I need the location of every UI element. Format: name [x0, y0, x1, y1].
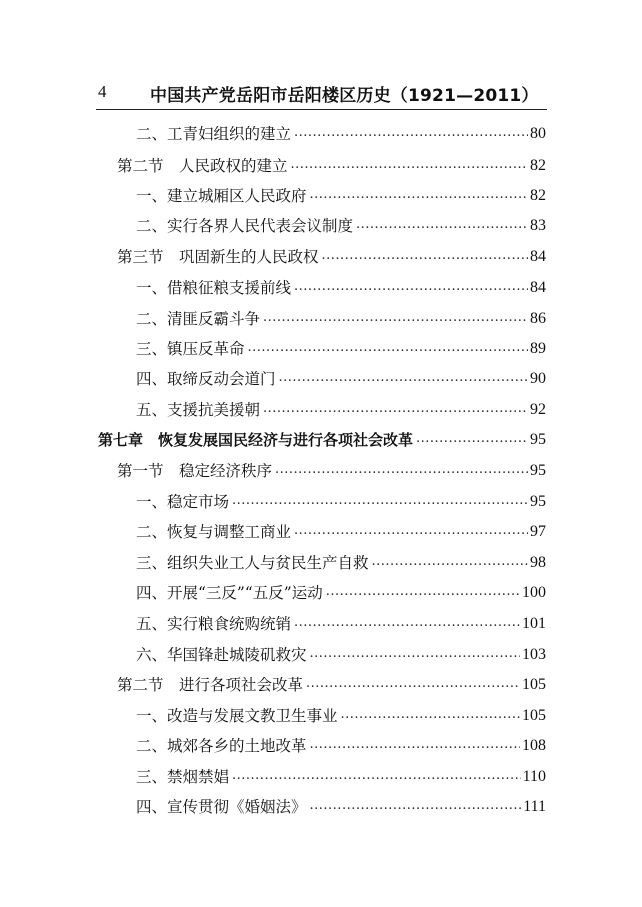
toc-entry-title: 一、借粮征粮支援前线: [136, 279, 292, 297]
toc-entry[interactable]: [136, 213, 546, 237]
toc-entry-title: 五、支援抗美援朝: [136, 401, 261, 419]
toc-entry-page: 105: [522, 707, 546, 724]
dot-leader: [263, 399, 528, 421]
dot-leader: [326, 582, 520, 604]
toc-entry-page: 84: [530, 248, 546, 265]
page-number: 4: [98, 82, 107, 101]
toc-entry-title: 第七章 恢复发展国民经济与进行各项社会改革: [98, 431, 414, 449]
dot-leader: [294, 613, 520, 635]
toc-entry-title: 第二节 人民政权的建立: [117, 157, 288, 175]
toc-entry-title: 三、镇压反革命: [136, 340, 245, 358]
header-rule: [96, 109, 547, 110]
toc-entry-page: 95: [530, 431, 546, 448]
toc-entry-page: 89: [530, 340, 546, 357]
toc-entry-page: 100: [522, 584, 546, 601]
dot-leader: [294, 521, 528, 543]
toc-entry[interactable]: [136, 580, 546, 604]
dot-leader: [294, 277, 528, 299]
toc-entry[interactable]: [136, 397, 546, 421]
dot-leader: [310, 796, 522, 818]
toc-entry-page: 111: [523, 798, 546, 815]
toc-entry-page: 95: [530, 462, 546, 479]
toc-entry[interactable]: [136, 703, 546, 727]
toc-entry[interactable]: [136, 489, 546, 513]
dot-leader: [322, 246, 528, 268]
dot-leader: [310, 735, 520, 757]
toc-entry-title: 第一节 稳定经济秩序: [117, 462, 273, 480]
toc-entry-page: 92: [530, 401, 546, 418]
toc-entry-page: 110: [522, 768, 546, 785]
toc-entry-page: 105: [522, 676, 546, 693]
toc-entry-title: 二、实行各界人民代表会议制度: [136, 217, 354, 235]
toc-entry-title: 三、组织失业工人与贫民生产自救: [136, 554, 369, 572]
toc-entry[interactable]: [136, 642, 546, 666]
toc-entry-page: 98: [530, 554, 546, 571]
toc-chapter-entry[interactable]: [98, 427, 546, 451]
dot-leader: [248, 338, 528, 360]
dot-leader: [232, 491, 528, 513]
toc-entry[interactable]: [136, 550, 546, 574]
toc-entry[interactable]: [136, 336, 546, 360]
dot-leader: [232, 766, 521, 788]
toc-entry-title: 二、城郊各乡的土地改革: [136, 737, 307, 755]
dot-leader: [306, 674, 520, 696]
toc-entry[interactable]: [136, 519, 546, 543]
toc-entry-page: 80: [530, 125, 546, 142]
toc-entry-title: 一、稳定市场: [136, 493, 230, 511]
toc-entry-page: 86: [530, 310, 546, 327]
toc-entry-title: 四、开展“三反”“五反”运动: [136, 584, 323, 602]
toc-entry-page: 84: [530, 279, 546, 296]
dot-leader: [416, 429, 528, 451]
toc-entry-page: 101: [522, 615, 546, 632]
dot-leader: [310, 644, 520, 666]
toc-entry-title: 四、取缔反动会道门: [136, 370, 276, 388]
dot-leader: [310, 185, 528, 207]
toc-entry-title: 五、实行粮食统购统销: [136, 615, 292, 633]
toc-entry-page: 108: [522, 737, 546, 754]
toc-entry[interactable]: [136, 306, 546, 330]
toc-entry-page: 97: [530, 523, 546, 540]
dot-leader: [372, 552, 528, 574]
toc-entry-title: 三、禁烟禁娼: [136, 768, 230, 786]
toc-entry[interactable]: [117, 458, 546, 482]
dot-leader: [275, 460, 528, 482]
toc-entry-title: 二、工青妇组织的建立: [136, 125, 292, 143]
toc-entry-title: 第三节 巩固新生的人民政权: [117, 248, 319, 266]
toc-entry-title: 二、恢复与调整工商业: [136, 523, 292, 541]
dot-leader: [294, 123, 528, 145]
toc-entry[interactable]: [136, 733, 546, 757]
dot-leader: [291, 155, 528, 177]
toc-entry-title: 一、建立城厢区人民政府: [136, 187, 307, 205]
toc-entry[interactable]: [136, 275, 546, 299]
dot-leader: [279, 368, 528, 390]
toc-entry[interactable]: [136, 121, 546, 145]
toc-entry[interactable]: [117, 244, 546, 268]
toc-entry-page: 82: [530, 187, 546, 204]
toc-entry-page: 95: [530, 493, 546, 510]
dot-leader: [263, 308, 528, 330]
toc-entry[interactable]: [117, 672, 546, 696]
toc-entry-page: 103: [522, 646, 546, 663]
toc-entry-title: 四、宣传贯彻《婚姻法》: [136, 798, 307, 816]
toc-entry[interactable]: [136, 366, 546, 390]
toc-entry-title: 第二节 进行各项社会改革: [117, 676, 304, 694]
toc-entry-page: 83: [530, 217, 546, 234]
toc-entry-page: 82: [530, 157, 546, 174]
toc-entry[interactable]: [136, 764, 546, 788]
toc-entry-title: 二、清匪反霸斗争: [136, 310, 261, 328]
toc-entry[interactable]: [136, 611, 546, 635]
toc-entry-title: 一、改造与发展文教卫生事业: [136, 707, 338, 725]
toc-entry-title: 六、华国锋赴城陵矶救灾: [136, 646, 307, 664]
running-title: 中国共产党岳阳市岳阳楼区历史（1921—2011）: [150, 86, 539, 106]
toc-entry[interactable]: [136, 183, 546, 207]
dot-leader: [356, 215, 528, 237]
toc-entry-page: 90: [530, 370, 546, 387]
toc-entry[interactable]: [136, 794, 546, 818]
running-header: [0, 78, 642, 112]
toc-entry[interactable]: [117, 153, 546, 177]
dot-leader: [341, 705, 520, 727]
